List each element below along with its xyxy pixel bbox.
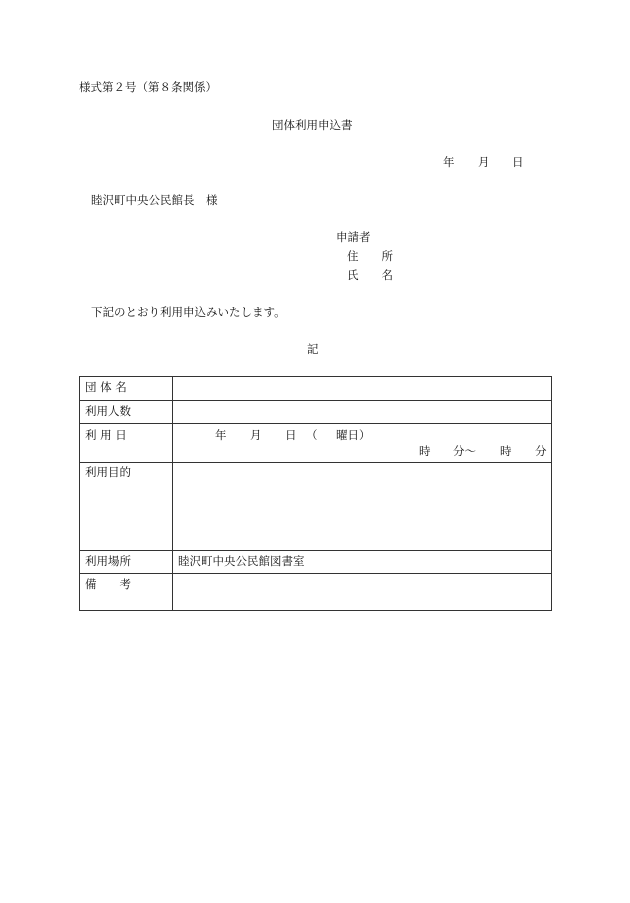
purpose-field[interactable]	[173, 463, 552, 551]
table-row	[80, 424, 552, 463]
usage-minute-to: 分	[535, 444, 547, 458]
group-name-field[interactable]	[173, 377, 552, 401]
table-row	[80, 574, 552, 611]
applicant-label: 申請者	[336, 230, 371, 244]
usage-day: 日	[285, 428, 297, 442]
statement: 下記のとおり利用申込みいたします。	[91, 305, 286, 319]
row-label-group-name: 団 体 名	[80, 377, 173, 401]
ki-heading: 記	[307, 342, 319, 356]
place-value: 睦沢町中央公民館図書室	[173, 551, 552, 574]
row-label-usage-date: 利 用 日	[80, 424, 173, 463]
table-row	[80, 377, 552, 401]
usage-date-field[interactable]	[173, 424, 552, 463]
date-day: 日	[512, 155, 524, 169]
table-row	[80, 401, 552, 424]
application-table	[79, 376, 552, 611]
applicant-name-label: 氏 名	[347, 268, 393, 282]
table-row	[80, 463, 552, 551]
applicant-address-label: 住 所	[347, 249, 393, 263]
row-label-purpose: 利用目的	[80, 463, 173, 551]
usage-hour-from: 時	[419, 444, 431, 458]
form-number: 様式第２号（第８条関係）	[79, 80, 217, 94]
usage-weekday-open: （	[306, 428, 318, 442]
usage-hour-to: 時	[500, 444, 512, 458]
addressee: 睦沢町中央公民館長 様	[91, 193, 218, 207]
row-label-remarks: 備 考	[80, 574, 173, 611]
usage-weekday: 曜日）	[336, 428, 371, 442]
remarks-field[interactable]	[173, 574, 552, 611]
date-year: 年	[443, 155, 455, 169]
table-row	[80, 551, 552, 574]
usage-year: 年	[215, 428, 227, 442]
usage-minute-from: 分～	[453, 444, 476, 458]
date-month: 月	[478, 155, 490, 169]
document-title: 団体利用申込書	[272, 118, 353, 132]
row-label-place: 利用場所	[80, 551, 173, 574]
attendees-field[interactable]	[173, 401, 552, 424]
row-label-attendees: 利用人数	[80, 401, 173, 424]
usage-month: 月	[250, 428, 262, 442]
